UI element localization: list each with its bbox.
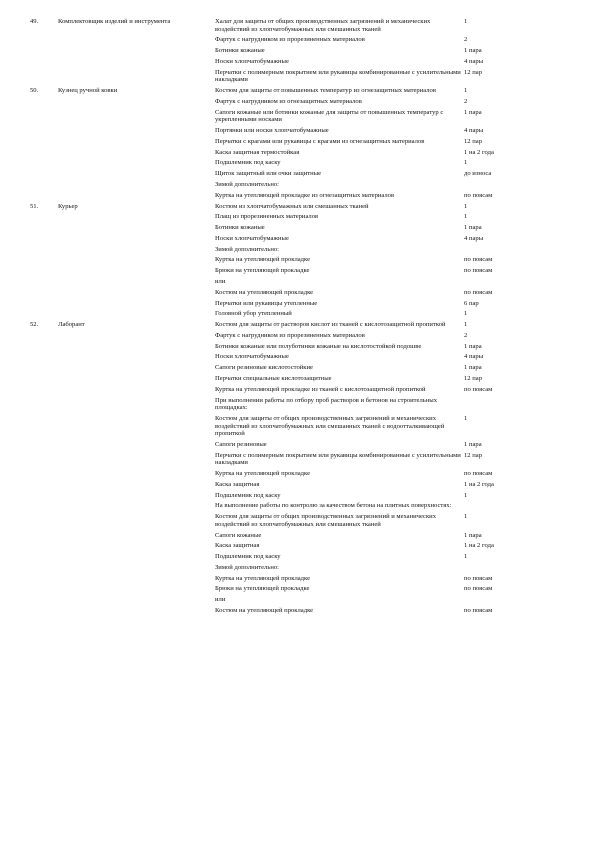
ppe-item-name: Подшлемник под каску xyxy=(215,159,281,167)
ppe-item-quantity: 1 на 2 года xyxy=(464,148,494,156)
ppe-item-name: Куртка на утепляющей прокладке xyxy=(215,256,311,264)
section-number: 51. xyxy=(30,202,39,210)
ppe-item-quantity: 1 xyxy=(464,159,468,167)
ppe-item-row xyxy=(215,332,514,340)
ppe-item-quantity: 4 пары xyxy=(464,57,484,65)
ppe-item-name: Куртка на утепляющей прокладке из тканей с кислотозащитной пропиткой xyxy=(215,385,426,393)
ppe-item-row xyxy=(215,532,514,540)
ppe-item-quantity xyxy=(464,397,514,412)
profession-name: Комплектовщик изделий и инструмента xyxy=(58,18,171,25)
ppe-item-name: Костюм для защиты от повышенных температур из огнезащитных материалов xyxy=(215,87,436,95)
ppe-item-quantity: 12 пар xyxy=(464,68,482,76)
ppe-item-quantity: 1 xyxy=(464,310,468,318)
ppe-item-row xyxy=(215,36,514,44)
profession-name: Лаборант xyxy=(58,321,85,329)
ppe-item-row xyxy=(215,607,514,615)
ppe-item-name: Каска защитная xyxy=(215,480,260,488)
ppe-item-name: Халат для защиты от общих производственных загрязнений и механических воздействий из хлопчатобумажных или смешанных тканей xyxy=(215,18,431,33)
ppe-item-quantity: 1 xyxy=(464,213,468,221)
ppe-item-row xyxy=(215,502,514,510)
ppe-item-name: Брюки на утепляющей прокладке xyxy=(215,585,310,593)
ppe-items xyxy=(215,18,514,87)
ppe-item-quantity xyxy=(464,596,514,604)
ppe-item-name: Фартук с нагрудником из огнезащитных материалов xyxy=(215,97,362,105)
ppe-item-row xyxy=(215,224,514,232)
ppe-item-row xyxy=(215,470,514,478)
ppe-item-row xyxy=(215,441,514,449)
ppe-item-name: Каска защитная xyxy=(215,542,260,550)
ppe-item-quantity: 12 пар xyxy=(464,375,482,382)
ppe-item-name: Перчатки с полимерным покрытием или рукавицы комбинированные с усилительными накладками xyxy=(215,451,461,467)
section-number: 49. xyxy=(30,18,39,25)
ppe-item-name: Сапоги кожаные или ботинки кожаные для защиты от повышенных температур с укрепленными носками xyxy=(215,108,444,124)
ppe-item-name: Каска защитная термостойкая xyxy=(215,148,300,156)
ppe-item-row xyxy=(215,69,514,84)
ppe-item-quantity: 1 на 2 года xyxy=(464,542,494,550)
ppe-item-quantity: 1 xyxy=(464,491,468,499)
ppe-item-row xyxy=(215,87,514,95)
ppe-item-row xyxy=(215,18,514,33)
ppe-item-name: Сапоги кожаные xyxy=(215,531,262,539)
ppe-item-name: Костюм из хлопчатобумажных или смешанных тканей xyxy=(215,202,369,210)
ppe-item-name: Носки хлопчатобумажные xyxy=(215,57,289,65)
ppe-item-quantity xyxy=(464,278,514,286)
ppe-item-name: Головной убор утепленный xyxy=(215,310,292,318)
ppe-item-row xyxy=(215,181,514,189)
ppe-item-row xyxy=(215,203,514,211)
ppe-item-quantity: 1 пара xyxy=(464,224,482,232)
ppe-item-quantity: 4 пары xyxy=(464,127,484,135)
ppe-item-name: Зимой дополнительно: xyxy=(215,563,279,571)
ppe-item-name: Портянки или носки хлопчатобумажные xyxy=(215,127,329,135)
ppe-item-row xyxy=(215,343,514,351)
ppe-item-row xyxy=(215,553,514,561)
ppe-item-name: Носки хлопчатобумажные xyxy=(215,234,289,242)
ppe-item-name: или xyxy=(215,277,226,285)
ppe-item-name: или xyxy=(215,596,226,604)
ppe-item-name: Костюм для защиты от растворов кислот из тканей с кислотозащитной пропиткой xyxy=(215,321,446,329)
ppe-item-quantity: 1 пара xyxy=(464,108,482,116)
ppe-item-name: Щиток защитный или очки защитные xyxy=(215,170,322,178)
ppe-item-row xyxy=(215,542,514,550)
ppe-item-name: Ботинки кожаные xyxy=(215,224,265,232)
ppe-item-quantity: 6 пар xyxy=(464,299,479,307)
ppe-item-name: Перчатки с полимерным покрытием или рукавицы комбинированные с усилительными накладками xyxy=(215,68,461,84)
ppe-item-name: Зимой дополнительно: xyxy=(215,180,279,188)
ppe-item-name: Костюм для защиты от общих производственных загрязнений и механических воздействий из хлопчатобумажных или смешанных тканей xyxy=(215,513,436,528)
ppe-item-row xyxy=(215,278,514,286)
ppe-item-row xyxy=(215,170,514,178)
ppe-item-row xyxy=(215,149,514,157)
ppe-item-quantity: до износа xyxy=(464,170,492,178)
ppe-item-name: Фартук с нагрудником из прорезиненных материалов xyxy=(215,331,365,339)
ppe-item-row xyxy=(215,267,514,275)
ppe-item-name: На выполнение работы по контролю за качеством бетона на плитных поверхностях: xyxy=(215,502,452,510)
ppe-item-name: Перчатки или рукавицы утепленные xyxy=(215,299,318,307)
ppe-item-quantity: 1 пара xyxy=(464,531,482,539)
ppe-item-row xyxy=(215,321,514,329)
ppe-item-name: Костюм для защиты от общих производственных загрязнений и механических воздействий из хлопчатобумажных или смешанных тканей с водоотталкивающей пропиткой xyxy=(215,414,445,438)
ppe-item-row xyxy=(215,127,514,135)
ppe-item-name: Ботинки кожаные xyxy=(215,47,265,55)
ppe-item-row xyxy=(215,159,514,167)
ppe-item-row xyxy=(215,246,514,254)
ppe-item-row xyxy=(215,452,514,467)
ppe-item-name: Фартук с нагрудником из прорезиненных материалов xyxy=(215,36,365,44)
ppe-item-quantity: 1 на 2 года xyxy=(464,480,494,488)
ppe-item-quantity: 12 пар xyxy=(464,451,482,459)
ppe-item-quantity: 1 пара xyxy=(464,440,482,448)
ppe-items xyxy=(215,87,514,202)
ppe-item-quantity: по поясам xyxy=(464,191,493,199)
profession-name: Кузнец ручной ковки xyxy=(58,87,118,95)
ppe-item-row xyxy=(215,513,514,528)
ppe-item-row xyxy=(215,481,514,489)
ppe-item-quantity: по поясам xyxy=(464,574,493,582)
ppe-item-row xyxy=(215,353,514,361)
section-row xyxy=(30,87,570,202)
ppe-item-name: Брюки на утепляющей прокладке xyxy=(215,267,310,275)
ppe-item-name: Костюм на утепляющей прокладке xyxy=(215,288,314,296)
ppe-item-quantity: 12 пар xyxy=(464,137,482,145)
section-row xyxy=(30,18,570,87)
ppe-item-row xyxy=(215,386,514,394)
ppe-item-row xyxy=(215,397,514,412)
ppe-item-name: Зимой дополнительно: xyxy=(215,245,279,253)
ppe-item-quantity xyxy=(464,502,514,510)
ppe-item-name: Куртка на утепляющей прокладке xyxy=(215,574,311,582)
ppe-item-row xyxy=(215,256,514,264)
section-number: 52. xyxy=(30,321,39,329)
ppe-item-row xyxy=(215,375,514,383)
ppe-item-name: Плащ из прорезиненных материалов xyxy=(215,213,319,221)
ppe-item-row xyxy=(215,192,514,200)
ppe-item-row xyxy=(215,310,514,318)
ppe-item-quantity: по поясам xyxy=(464,470,493,478)
ppe-item-quantity: 2 xyxy=(464,331,468,339)
ppe-item-row xyxy=(215,235,514,243)
section-row xyxy=(30,321,570,618)
ppe-item-row xyxy=(215,138,514,146)
profession-name: Курьер xyxy=(58,202,78,210)
ppe-item-quantity: 1 пара xyxy=(464,342,482,350)
ppe-item-row xyxy=(215,109,514,124)
ppe-item-quantity: 1 пара xyxy=(464,364,482,372)
ppe-item-name: Ботинки кожаные или полуботинки кожаные на кислотостойкой подошве xyxy=(215,342,422,350)
ppe-item-name: Сапоги резиновые xyxy=(215,440,267,448)
ppe-item-quantity: 1 xyxy=(464,414,468,422)
ppe-item-row xyxy=(215,289,514,297)
ppe-item-quantity: по поясам xyxy=(464,288,493,296)
ppe-item-quantity: 4 пары xyxy=(464,234,484,242)
ppe-item-quantity: 1 xyxy=(464,18,468,25)
ppe-item-name: Сапоги резиновые кислотостойкие xyxy=(215,364,313,372)
ppe-item-name: Подшлемник под каску xyxy=(215,491,281,499)
ppe-item-name: Костюм на утепляющей прокладке xyxy=(215,607,314,615)
ppe-item-row xyxy=(215,575,514,583)
ppe-item-row xyxy=(215,300,514,308)
norms-table xyxy=(30,18,570,618)
ppe-item-name: Подшлемник под каску xyxy=(215,553,281,561)
ppe-item-row xyxy=(215,585,514,593)
ppe-item-quantity: 1 xyxy=(464,87,468,95)
ppe-item-row xyxy=(215,58,514,66)
ppe-item-name: Куртка на утепляющей прокладке xyxy=(215,470,311,478)
ppe-item-quantity: 1 xyxy=(464,202,468,210)
ppe-item-row xyxy=(215,564,514,572)
ppe-item-row xyxy=(215,213,514,221)
ppe-item-row xyxy=(215,364,514,372)
ppe-items xyxy=(215,321,514,618)
ppe-item-quantity xyxy=(464,564,514,572)
ppe-item-quantity: по поясам xyxy=(464,267,493,275)
ppe-item-quantity: по поясам xyxy=(464,385,493,393)
ppe-item-row xyxy=(215,47,514,55)
ppe-item-quantity xyxy=(464,246,514,254)
ppe-item-name: Куртка на утепляющей прокладке из огнезащитных материалов xyxy=(215,191,395,199)
ppe-item-row xyxy=(215,98,514,106)
ppe-item-quantity: 2 xyxy=(464,36,468,44)
ppe-item-quantity: 1 xyxy=(464,321,468,329)
ppe-item-quantity: 4 пары xyxy=(464,353,484,361)
ppe-item-quantity: по поясам xyxy=(464,585,493,593)
ppe-item-quantity: 1 xyxy=(464,513,468,521)
ppe-item-row xyxy=(215,415,514,438)
ppe-item-row xyxy=(215,596,514,604)
ppe-item-quantity: по поясам xyxy=(464,256,493,264)
section-row xyxy=(30,203,570,322)
ppe-item-quantity xyxy=(464,181,514,189)
ppe-item-quantity: 2 xyxy=(464,97,468,105)
ppe-item-name: Перчатки с крагами или рукавицы с крагами из огнезащитных материалов xyxy=(215,137,425,145)
ppe-item-name: При выполнении работы по отбору проб растворов и бетонов на строительных площадках: xyxy=(215,396,438,412)
ppe-item-quantity: по поясам xyxy=(464,607,493,615)
ppe-item-name: Носки хлопчатобумажные xyxy=(215,353,289,361)
ppe-item-quantity: 1 xyxy=(464,553,468,561)
ppe-item-quantity: 1 пара xyxy=(464,47,482,55)
ppe-items xyxy=(215,203,514,322)
ppe-item-row xyxy=(215,492,514,500)
ppe-item-name: Перчатки специальные кислотозащитные xyxy=(215,375,332,382)
section-number: 50. xyxy=(30,87,39,95)
